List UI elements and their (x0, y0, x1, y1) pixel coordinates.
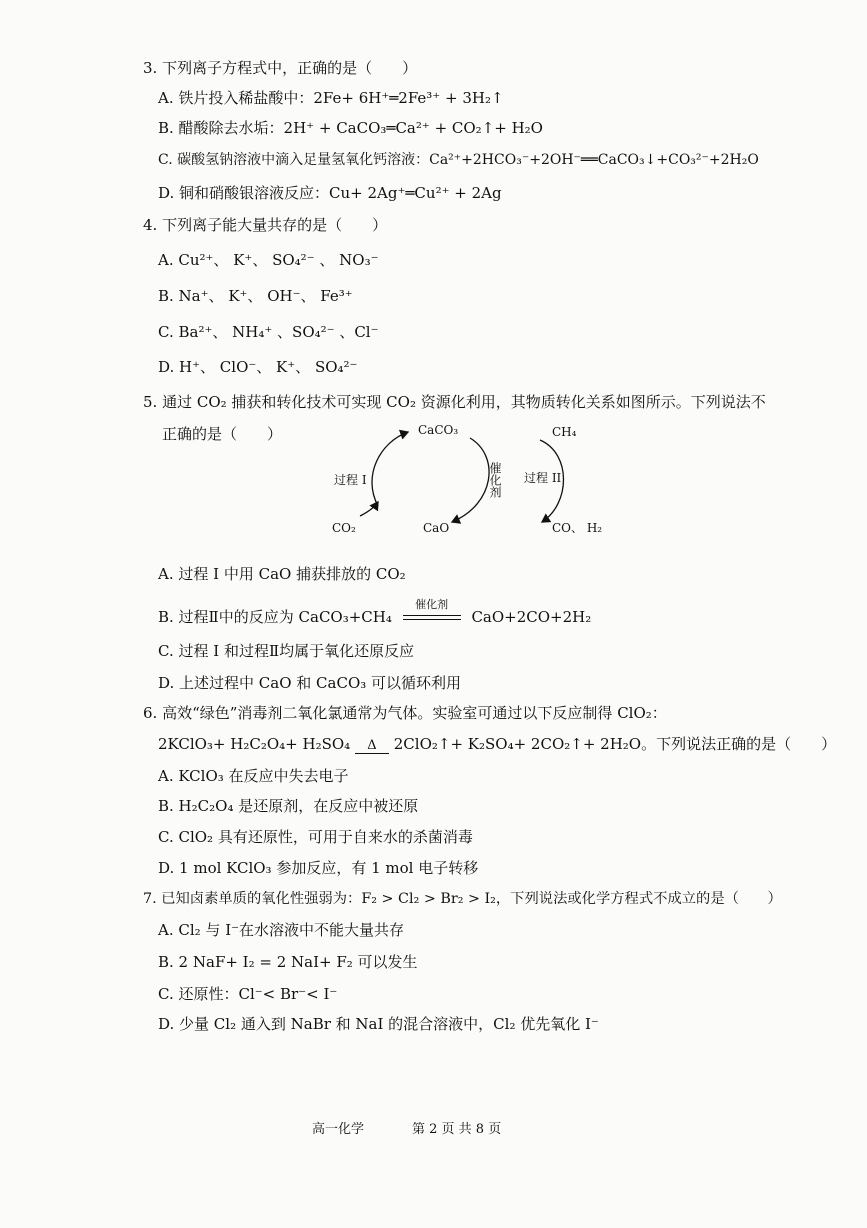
label-products: CO、 H₂ (552, 521, 603, 535)
q3-option-b: B. 醋酸除去水垢：2H⁺ + CaCO₃═Ca²⁺ + CO₂↑+ H₂O (158, 119, 543, 137)
q6-products: 2ClO₂↑+ K₂SO₄+ 2CO₂↑+ 2H₂O。下列说法正确的是（ ） (393, 735, 837, 753)
q5-option-d: D. 上述过程中 CaO 和 CaCO₃ 可以循环利用 (158, 674, 462, 692)
q5-b-reactants: B. 过程Ⅱ中的反应为 CaCO₃+CH₄ (158, 608, 392, 626)
label-process-1: 过程 I (334, 473, 367, 487)
q5-b-products: CaO+2CO+2H₂ (471, 608, 592, 626)
q3-option-a: A. 铁片投入稀盐酸中：2Fe+ 6H⁺═2Fe³⁺ + 3H₂↑ (158, 89, 504, 107)
arrow-cao-to-caco3 (372, 432, 408, 506)
footer-subject: 高一化学 (312, 1122, 365, 1137)
q5-stem-line1: 5. 通过 CO₂ 捕获和转化技术可实现 CO₂ 资源化利用，其物质转化关系如图所示。下列说法不 (143, 393, 766, 411)
q3-stem: 3. 下列离子方程式中，正确的是（ ） (143, 59, 418, 77)
q5-stem-line2: 正确的是（ ） (162, 425, 283, 443)
footer-page-number: 第 2 页 共 8 页 (412, 1122, 502, 1137)
arrow-caco3-to-cao (452, 438, 489, 522)
equals-sign (403, 615, 461, 620)
q6-delta-label: Δ (355, 739, 389, 754)
q7-stem: 7. 已知卤素单质的氧化性强弱为：F₂ > Cl₂ > Br₂ > I₂，下列说法或化学方程式不成立的是（ ） (143, 891, 782, 907)
q4-option-c: C. Ba²⁺、 NH₄⁺ 、SO₄²⁻ 、Cl⁻ (158, 323, 379, 341)
label-ch4: CH₄ (552, 425, 577, 439)
q4-option-d: D. H⁺、 ClO⁻、 K⁺、 SO₄²⁻ (158, 358, 358, 376)
q6-equation (158, 734, 836, 754)
q3-option-d: D. 铜和硝酸银溶液反应：Cu+ 2Ag⁺═Cu²⁺ + 2Ag (158, 184, 502, 202)
q5-b-catalyst-label: 催化剂 (415, 598, 449, 611)
q5-option-a: A. 过程 I 中用 CaO 捕获排放的 CO₂ (158, 565, 406, 583)
q6-reactants: 2KClO₃+ H₂C₂O₄+ H₂SO₄ (158, 735, 351, 753)
q6-option-b: B. H₂C₂O₄ 是还原剂，在反应中被还原 (158, 797, 419, 815)
q7-option-c: C. 还原性：Cl⁻< Br⁻< I⁻ (158, 985, 338, 1003)
co2-cycle-diagram (320, 414, 620, 544)
label-cao: CaO (423, 521, 450, 535)
q6-option-d: D. 1 mol KClO₃ 参加反应，有 1 mol 电子转移 (158, 859, 479, 877)
q6-option-c: C. ClO₂ 具有还原性，可用于自来水的杀菌消毒 (158, 828, 473, 846)
q5-option-b (158, 598, 592, 627)
q5-b-condition (403, 598, 461, 620)
q4-option-b: B. Na⁺、 K⁺、 OH⁻、 Fe³⁺ (158, 287, 353, 305)
q4-option-a: A. Cu²⁺、 K⁺、 SO₄²⁻ 、 NO₃⁻ (158, 251, 379, 269)
q5-option-c: C. 过程 I 和过程Ⅱ均属于氧化还原反应 (158, 642, 415, 660)
q3-option-c: C. 碳酸氢钠溶液中滴入足量氢氧化钙溶液：Ca²⁺+2HCO₃⁻+2OH⁻══CaCO₃↓+CO₃²⁻+2H₂O (158, 152, 759, 168)
q6-stem-line1: 6. 高效“绿色”消毒剂二氧化氯通常为气体。实验室可通过以下反应制得 ClO₂： (143, 704, 667, 722)
label-process-2: 过程 II (524, 471, 562, 485)
label-caco3: CaCO₃ (418, 423, 459, 437)
q6-condition (355, 739, 389, 754)
label-co2: CO₂ (332, 521, 356, 535)
label-catalyst: 催化剂 (488, 462, 502, 498)
q7-option-d: D. 少量 Cl₂ 通入到 NaBr 和 NaI 的混合溶液中，Cl₂ 优先氧化 I⁻ (158, 1015, 599, 1033)
q7-option-b: B. 2 NaF+ I₂ = 2 NaI+ F₂ 可以发生 (158, 953, 418, 971)
q6-option-a: A. KClO₃ 在反应中失去电子 (158, 767, 349, 785)
q4-stem: 4. 下列离子能大量共存的是（ ） (143, 216, 388, 234)
q7-option-a: A. Cl₂ 与 I⁻在水溶液中不能大量共存 (158, 921, 405, 939)
arrow-co2-in (360, 502, 378, 516)
